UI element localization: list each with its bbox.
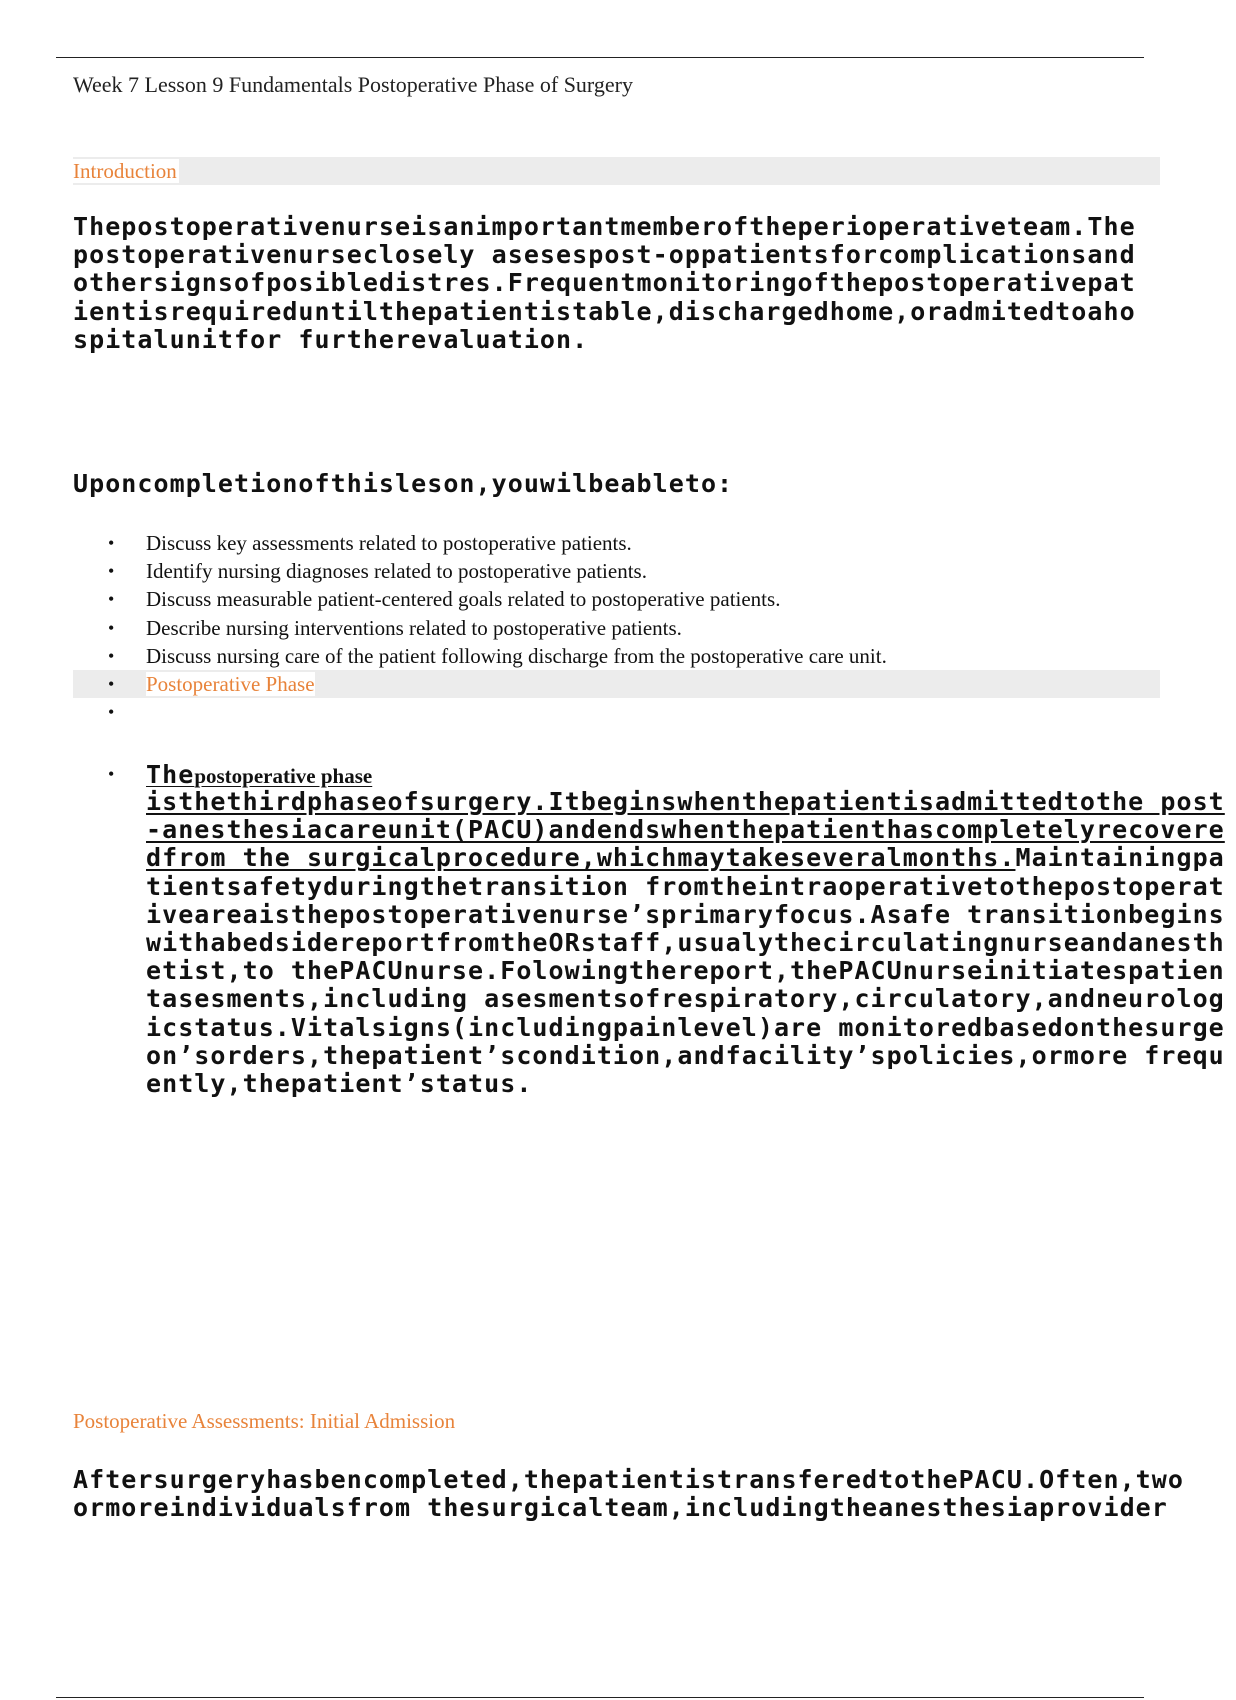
postoperative-phase-paragraph bbox=[146, 788, 1236, 1098]
bottom-rule bbox=[56, 1697, 1144, 1698]
phase-lead-serif: postoperative phase bbox=[194, 764, 373, 788]
introduction-heading bbox=[73, 157, 1160, 185]
phase-lead-mono: The bbox=[146, 760, 195, 789]
postoperative-phase-heading bbox=[73, 670, 1160, 698]
postoperative-phase-heading-text: Postoperative Phase bbox=[146, 671, 315, 696]
objective-item: • Discuss key assessments related to postoperative patients. bbox=[73, 529, 1160, 557]
phase-body-text: Maintainingpatientsafetyduringthetransition fromtheintraoperativetothepostoperativeareaisthepostoperativenurse’sprimaryfocus.Asafe transitionbeginswithabedsidereportfromtheORstaff,usualythecirculatingnurseandanesthetist,to thePACUnurse.Folowingthereport,thePACUnurseinitiatespatientasesments,including asesmentsofrespiratory,circulatory,andneurologicstatus.Vitalsigns(includingpainlevel)are monitoredbasedonthesurgeon’sorders,thepatient’scondition,andfacility’spolicies,ormore frequently,thepatient’status. bbox=[146, 843, 1225, 1099]
objective-item: • Identify nursing diagnoses related to postoperative patients. bbox=[73, 557, 1160, 585]
document-title: Week 7 Lesson 9 Fundamentals Postoperative Phase of Surgery bbox=[73, 72, 633, 97]
introduction-paragraph: Thepostoperativenurseisanimportantmemberoftheperioperativeteam.Thepostoperativenurseclosely asesespost-oppatientsforcomplicationsandothersignsofposibledistres.Frequentmonitoringofthepostoperativepatientisrequireduntilthepatientistable,dischargedhome,oradmitedtoahospitalunitfor furtherevaluation. bbox=[73, 212, 1136, 354]
top-rule bbox=[56, 57, 1144, 58]
phase-bullet: • bbox=[108, 764, 115, 784]
introduction-heading-text: Introduction bbox=[73, 159, 177, 183]
assessments-heading: Postoperative Assessments: Initial Admission bbox=[73, 1409, 456, 1433]
objective-item: • Discuss measurable patient-centered goals related to postoperative patients. bbox=[73, 585, 1160, 613]
objective-item: • Describe nursing interventions related to postoperative patients. bbox=[73, 614, 1160, 642]
assessments-paragraph: Aftersurgeryhasbencompleted,thepatientistransferedtothePACU.Often,twoormoreindividualsfrom thesurgicalteam,includingtheanesthesiaprovider bbox=[73, 1465, 1184, 1523]
empty-list-item bbox=[73, 698, 1160, 726]
objectives-lead: Uponcompletionofthisleson,youwilbeableto: bbox=[73, 469, 734, 498]
objective-item: • Discuss nursing care of the patient following discharge from the postoperative care unit. bbox=[73, 642, 1160, 670]
phase-lead bbox=[146, 760, 372, 789]
objectives-list bbox=[73, 529, 1160, 726]
phase-underlined-text: isthethirdphaseofsurgery.Itbeginswhenthepatientisadmittedtothe post-anesthesiacareunit(PACU)andendswhenthepatienthascompletelyrecoveredfrom the surgicalprocedure,whichmaytakeseveralmonths. bbox=[146, 787, 1225, 873]
